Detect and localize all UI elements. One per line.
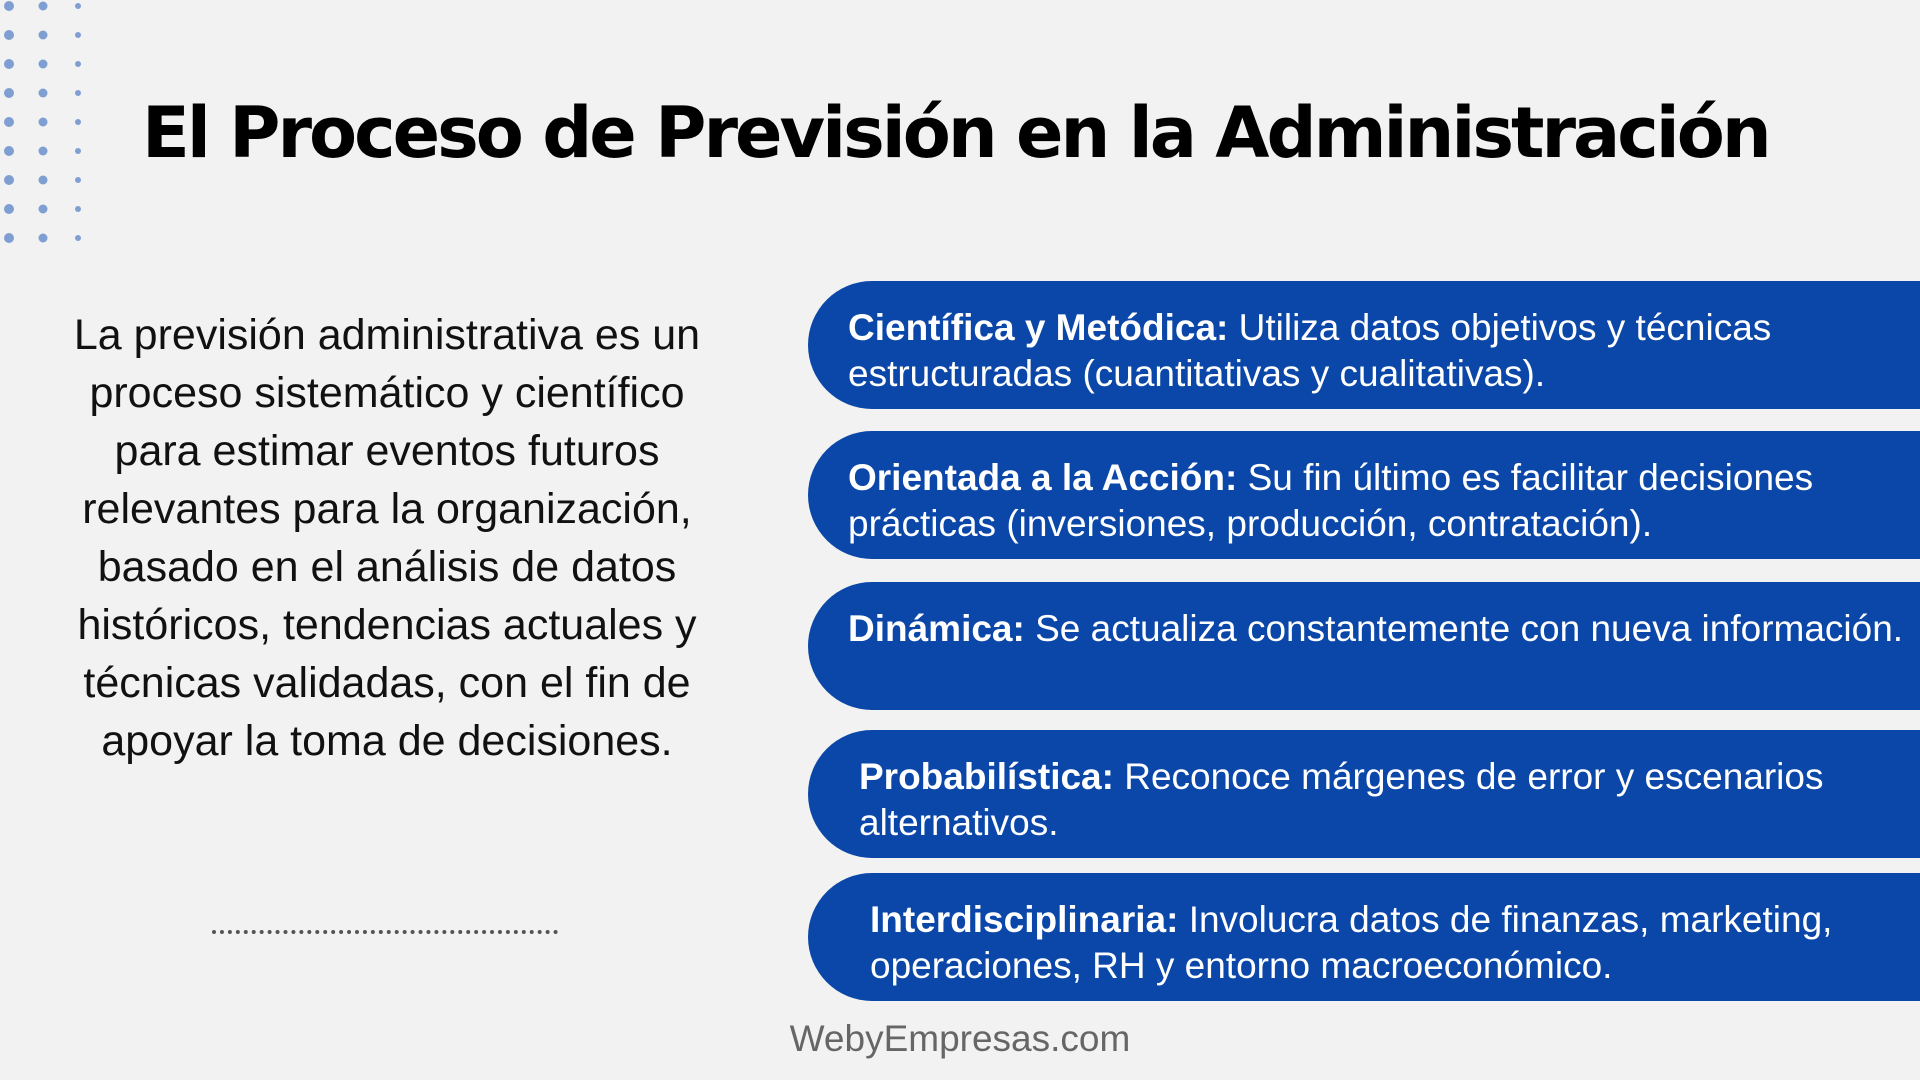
characteristic-card-interdisciplinaria	[808, 873, 1920, 1001]
page-title: El Proceso de Previsión en la Administración	[142, 92, 1769, 174]
characteristic-text: Su fin último es facilitar decisiones prácticas (inversiones, producción, contratación).	[848, 457, 1814, 544]
characteristic-text: Involucra datos de finanzas, marketing, operaciones, RH y entorno macroeconómico.	[870, 899, 1833, 986]
characteristic-card-dinamica	[808, 582, 1920, 710]
characteristic-term: Científica y Metódica:	[848, 307, 1229, 348]
characteristic-card-cientifica	[808, 281, 1920, 409]
characteristic-term: Orientada a la Acción:	[848, 457, 1238, 498]
characteristic-term: Interdisciplinaria:	[870, 899, 1179, 940]
dotted-divider	[212, 930, 558, 934]
characteristic-text: Se actualiza constantemente con nueva información.	[1024, 608, 1904, 649]
characteristic-card-orientada	[808, 431, 1920, 559]
source-footer: WebyEmpresas.com	[789, 1018, 1131, 1059]
characteristic-term: Probabilística:	[859, 756, 1114, 797]
characteristic-text: Utiliza datos objetivos y técnicas estructuradas (cuantitativas y cualitativas).	[848, 307, 1772, 394]
characteristic-card-probabilistica	[808, 730, 1920, 858]
intro-paragraph: La previsión administrativa es un proceso sistemático y científico para estimar eventos futuros relevantes para la organización, basado en el análisis de datos históricos, tendencias actuales y técnicas validadas, con el fin de apoyar la toma de decisiones.	[73, 311, 701, 765]
characteristic-term: Dinámica:	[848, 608, 1025, 649]
decorative-dot-grid	[0, 0, 90, 250]
characteristic-text: Reconoce márgenes de error y escenarios alternativos.	[859, 756, 1824, 843]
